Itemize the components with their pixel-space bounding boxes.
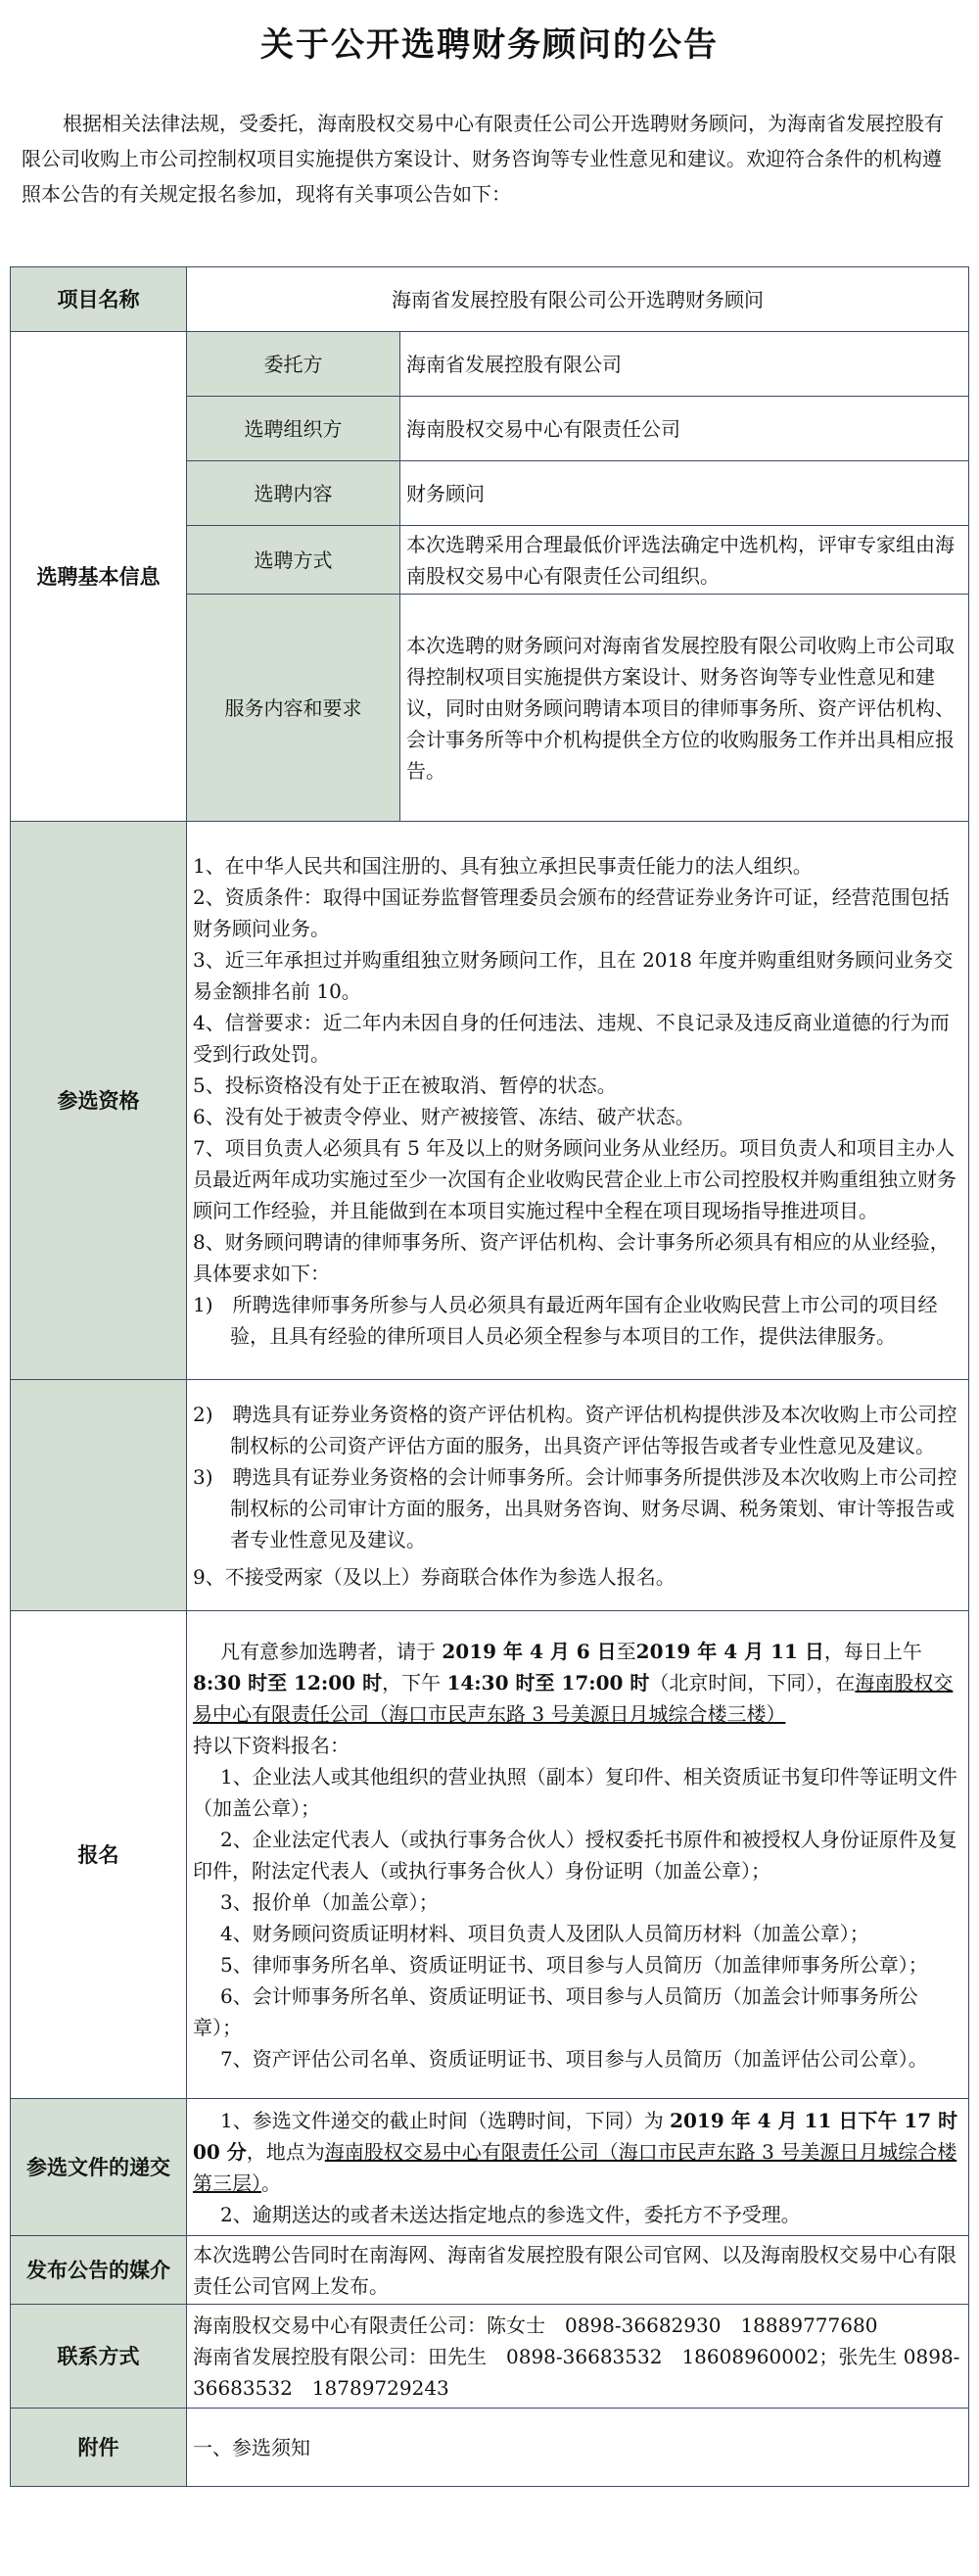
label-signup: 报名 <box>11 1611 187 2099</box>
row-signup <box>11 1611 969 2099</box>
text-run: 。 <box>261 2171 281 2195</box>
list-subitem: 1) 所聘选律师事务所参与人员必须具有最近两年国有企业收购民营上市公司的项目经验，且具有经验的律所项目人员必须全程参与本项目的工作，提供法律服务。 <box>193 1292 938 1348</box>
label-content: 选聘内容 <box>187 461 400 526</box>
label-attachment: 附件 <box>11 2409 187 2487</box>
value-organizer: 海南股权交易中心有限责任公司 <box>400 397 969 461</box>
text-run: ，地点为 <box>246 2139 325 2164</box>
label-empty <box>11 1380 187 1611</box>
list-item: 4、信誉要求：近二年内未因自身的任何违法、违规、不良记录及违反商业道德的行为而受到行政处罚。 <box>193 1010 950 1066</box>
label-contact: 联系方式 <box>11 2305 187 2409</box>
label-qualification: 参选资格 <box>11 822 187 1380</box>
list-item: 6、没有处于被责令停业、财产被接管、冻结、破产状态。 <box>193 1104 695 1128</box>
row-qualification-continued <box>11 1380 969 1611</box>
value-qualification-continued <box>187 1380 969 1611</box>
text-run: （北京时间，下同），在 <box>649 1670 856 1694</box>
contact-line: 海南股权交易中心有限责任公司：陈女士 0898-36682930 18889777680 <box>193 2313 878 2337</box>
list-item: 8、财务顾问聘请的律师事务所、资产评估机构、会计事务所必须具有相应的从业经验，具体要求如下： <box>193 1229 950 1285</box>
value-project-name: 海南省发展控股有限公司公开选聘财务顾问 <box>187 267 969 332</box>
row-submission <box>11 2099 969 2236</box>
text-run: 1、参选文件递交的截止时间（选聘时间，下同）为 <box>220 2108 671 2132</box>
list-item: 1、企业法人或其他组织的营业执照（副本）复印件、相关资质证书复印件等证明文件（加盖公章）； <box>193 1764 957 1820</box>
intro-paragraph: 根据相关法律法规，受委托，海南股权交易中心有限责任公司公开选聘财务顾问，为海南省发展控股有限公司收购上市公司控制权项目实施提供方案设计、财务咨询等专业性意见和建议。欢迎符合条件的机构遵照本公告的有关规定报名参加，现将有关事项公告如下： <box>22 112 944 206</box>
list-item: 1、在中华人民共和国注册的、具有独立承担民事责任能力的法人组织。 <box>193 853 813 878</box>
list-item: 5、投标资格没有处于正在被取消、暂停的状态。 <box>193 1073 617 1097</box>
submission-deadline: 2019 年 4 月 11 日下午 17 时 00 分 <box>193 2108 958 2164</box>
label-basic-info: 选聘基本信息 <box>11 332 187 822</box>
value-contact <box>187 2305 969 2409</box>
row-media <box>11 2236 969 2305</box>
row-qualification <box>11 822 969 1380</box>
value-qualification <box>187 822 969 1380</box>
list-item: 2、企业法定代表人（或执行事务合伙人）授权委托书原件和被授权人身份证原件及复印件，附法定代表人（或执行事务合伙人）身份证明（加盖公章）； <box>193 1827 957 1883</box>
row-attachment <box>11 2409 969 2487</box>
list-item: 4、财务顾问资质证明材料、项目负责人及团队人员简历材料（加盖公章）； <box>220 1921 869 1945</box>
list-item: 3、近三年承担过并购重组独立财务顾问工作，且在 2018 年度并购重组财务顾问业务交易金额排名前 10。 <box>193 947 954 1003</box>
label-submission: 参选文件的递交 <box>11 2099 187 2236</box>
signup-lead: 持以下资料报名： <box>193 1733 350 1757</box>
label-method: 选聘方式 <box>187 526 400 595</box>
signup-morning-hours: 8:30 时至 12:00 时 <box>193 1670 383 1694</box>
label-service: 服务内容和要求 <box>187 595 400 822</box>
value-service: 本次选聘的财务顾问对海南省发展控股有限公司收购上市公司取得控制权项目实施提供方案设计、财务咨询等专业性意见和建议，同时由财务顾问聘请本项目的律师事务所、资产评估机构、会计事务所等中介机构提供全方位的收购服务工作并出具相应报告。 <box>400 595 969 822</box>
signup-location: 海南股权交易中心有限责任公司（海口市民声东路 3 号美源日月城综合楼三楼） <box>193 1670 954 1726</box>
signup-end-date: 2019 年 4 月 11 日 <box>635 1639 824 1663</box>
page-title: 关于公开选聘财务顾问的公告 <box>260 25 719 65</box>
label-organizer: 选聘组织方 <box>187 397 400 461</box>
row-contact <box>11 2305 969 2409</box>
contact-line: 海南省发展控股有限公司：田先生 0898-36683532 18608960002；张先生 0898-36683532 18789729243 <box>193 2344 960 2400</box>
list-item: 3、报价单（加盖公章）； <box>220 1889 439 1914</box>
list-item: 7、资产评估公司名单、资质证明证书、项目参与人员简历（加盖评估公司公章）。 <box>220 2046 928 2071</box>
list-item: 7、项目负责人必须具有 5 年及以上的财务顾问业务从业经历。项目负责人和项目主办人员最近两年成功实施过至少一次国有企业收购民营企业上市公司控股权并购重组独立财务顾问工作经验，并且能做到在本项目实施过程中全程在项目现场指导推进项目。 <box>193 1135 956 1222</box>
notice-table <box>10 266 969 2487</box>
value-submission <box>187 2099 969 2236</box>
list-subitem: 2) 聘选具有证券业务资格的资产评估机构。资产评估机构提供涉及本次收购上市公司控制权标的公司资产评估方面的服务，出具资产评估等报告或者专业性意见及建议。 <box>193 1402 957 1457</box>
label-client: 委托方 <box>187 332 400 397</box>
label-project-name: 项目名称 <box>11 267 187 332</box>
list-item: 5、律师事务所名单、资质证明证书、项目参与人员简历（加盖律师事务所公章）； <box>220 1952 928 1977</box>
text-run: ，每日上午 <box>823 1639 922 1663</box>
row-project-name <box>11 267 969 332</box>
signup-start-date: 2019 年 4 月 6 日 <box>442 1639 617 1663</box>
signup-paragraph <box>193 1636 962 1730</box>
submission-paragraph <box>193 2105 962 2199</box>
text-run: 至 <box>616 1639 636 1663</box>
list-item: 6、会计师事务所名单、资质证明证书、项目参与人员简历（加盖会计师事务所公章）； <box>193 1983 918 2039</box>
list-item: 9、不接受两家（及以上）券商联合体作为参选人报名。 <box>193 1564 676 1589</box>
value-signup <box>187 1611 969 2099</box>
list-subitem: 3) 聘选具有证券业务资格的会计师事务所。会计师事务所提供涉及本次收购上市公司控制权标的公司审计方面的服务，出具财务咨询、财务尽调、税务策划、审计等报告或者专业性意见及建议。 <box>193 1464 957 1551</box>
submission-note: 2、逾期送达的或者未送达指定地点的参选文件，委托方不予受理。 <box>220 2202 801 2226</box>
row-client <box>11 332 969 397</box>
value-client: 海南省发展控股有限公司 <box>400 332 969 397</box>
text-run: ，下午 <box>382 1670 447 1694</box>
submission-location: 海南股权交易中心有限责任公司（海口市民声东路 3 号美源日月城综合楼第三层） <box>193 2139 957 2195</box>
label-media: 发布公告的媒介 <box>11 2236 187 2305</box>
value-attachment: 一、参选须知 <box>187 2409 969 2487</box>
value-media: 本次选聘公告同时在南海网、海南省发展控股有限公司官网、以及海南股权交易中心有限责任公司官网上发布。 <box>187 2236 969 2305</box>
value-method: 本次选聘采用合理最低价评选法确定中选机构，评审专家组由海南股权交易中心有限责任公司组织。 <box>400 526 969 595</box>
signup-afternoon-hours: 14:30 时至 17:00 时 <box>446 1670 650 1694</box>
list-item: 2、资质条件：取得中国证券监督管理委员会颁布的经营证券业务许可证，经营范围包括财务顾问业务。 <box>193 884 950 940</box>
text-run: 凡有意参加选聘者，请于 <box>220 1639 443 1663</box>
value-content: 财务顾问 <box>400 461 969 526</box>
